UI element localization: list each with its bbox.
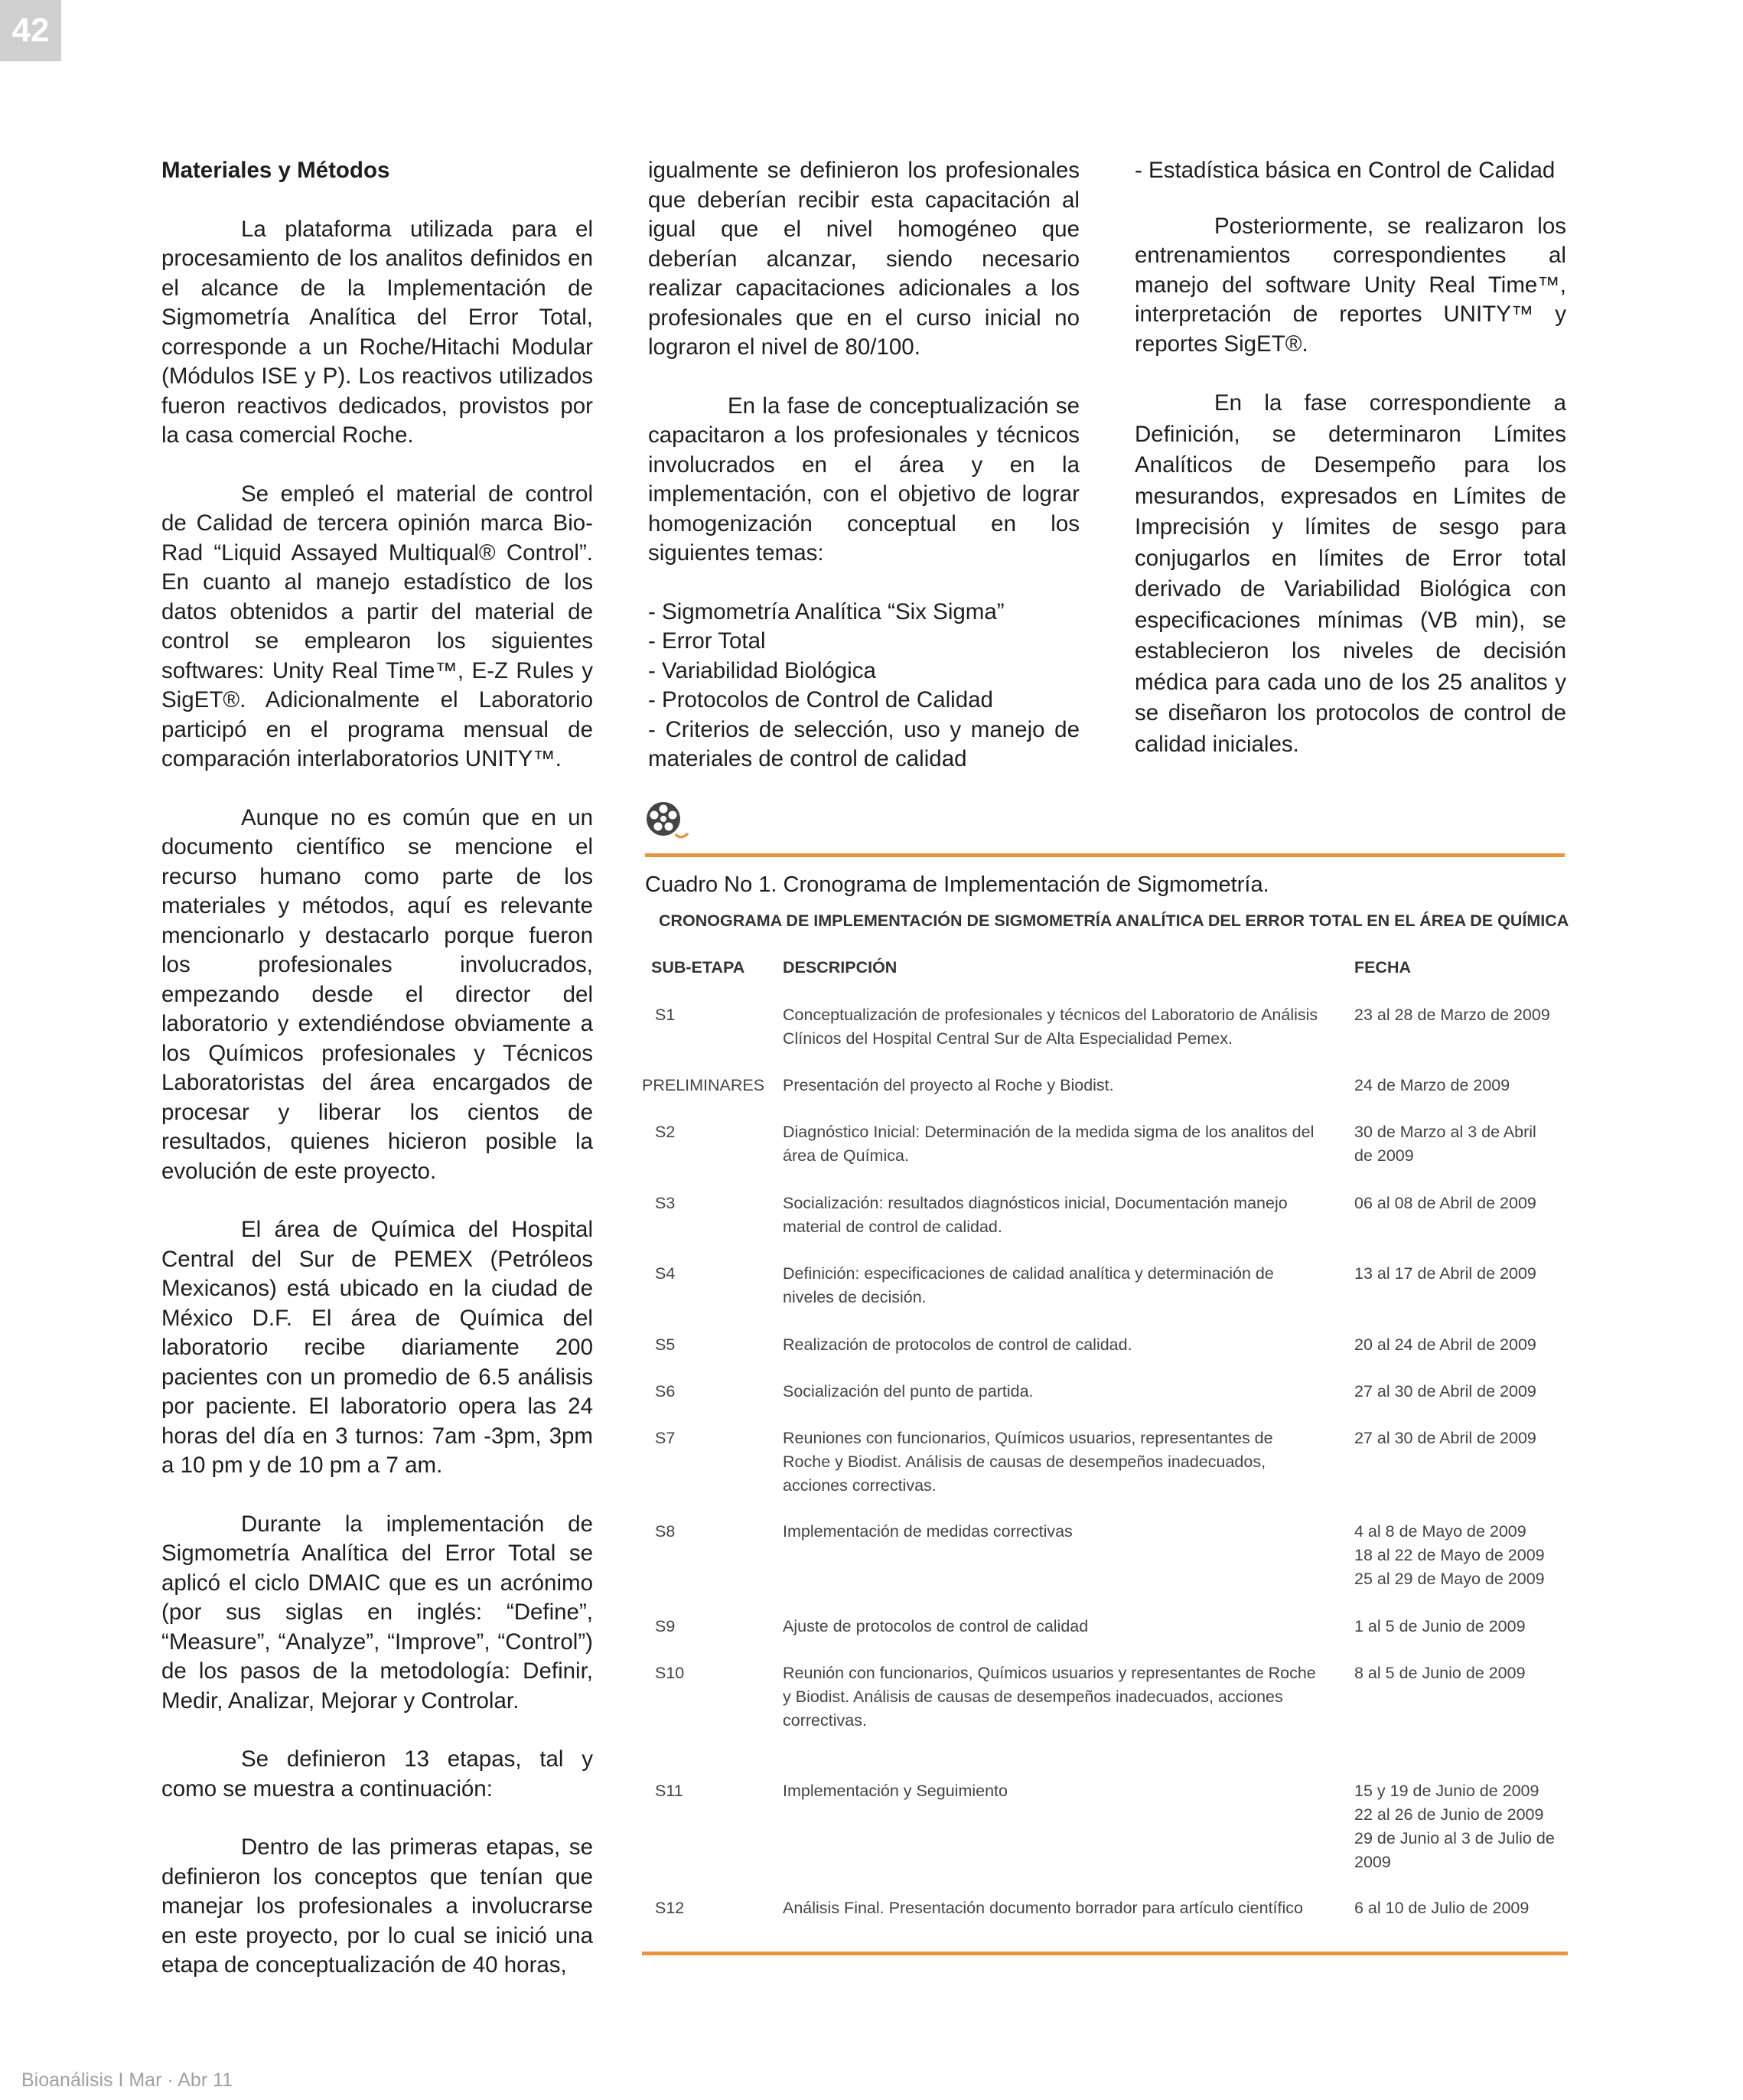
- paragraph: Durante la implementación de Sigmometría Analítica del Error Total se aplicó el ciclo DMAIC que es un acrónimo (por sus siglas en inglés: “Define”, “Measure”, “Analyze”, “Improve”, “Control”) de los pasos de la metodología: Definir, Medir, Analizar, Mejorar y Controlar.: [161, 1511, 593, 1714]
- paragraph: Aunque no es común que en un documento científico se mencione el recurso humano como parte de los materiales y métodos, aquí es relevante mencionarlo y destacarlo porque fueron los profesionales involucrados, empezando desde el director del laboratorio y extendiéndose obviamente a los Químicos profesionales y Técnicos Laboratoristas del área encargados de procesar y liberar los cientos de resultados, quienes hicieron posible la evolución de este proyecto.: [161, 804, 593, 1184]
- list-item: - Error Total: [648, 628, 766, 654]
- list-item: - Criterios de selección, uso y manejo de materiales de control de calidad: [648, 716, 1080, 771]
- date-line: 29 de Junio al 3 de Julio de 2009: [1354, 1829, 1555, 1871]
- column-3: [1135, 156, 1566, 760]
- table-cell-date: 06 al 08 de Abril de 2009: [1354, 1194, 1536, 1212]
- table-cell-description: Diagnóstico Inicial: Determinación de la medida sigma de los analitos del área de Química.: [783, 1123, 1315, 1165]
- table-cell-description: Implementación y Seguimiento: [783, 1782, 1008, 1800]
- table-cell-subetapa: S5: [655, 1335, 676, 1354]
- table-cell-subetapa: PRELIMINARES: [642, 1076, 765, 1094]
- date-line: 22 al 26 de Junio de 2009: [1354, 1805, 1544, 1824]
- table-cell-description: Realización de protocolos de control de calidad.: [783, 1335, 1132, 1354]
- page-number: 42: [0, 0, 61, 61]
- table-cell-subetapa: S7: [655, 1429, 676, 1447]
- list-item: - Protocolos de Control de Calidad: [648, 687, 993, 712]
- table-cell-subetapa: S1: [655, 1006, 676, 1024]
- film-reel-icon: [645, 801, 692, 840]
- table-cell-date: 23 al 28 de Marzo de 2009: [1354, 1006, 1550, 1024]
- table-cell-description: Conceptualización de profesionales y técnicos del Laboratorio de Análisis Clínicos del Hospital Central Sur de Alta Especialidad Pemex.: [783, 1006, 1318, 1048]
- column-header: SUB-ETAPA: [651, 958, 745, 977]
- table-cell-date: [1354, 1779, 1569, 1874]
- table-cell-date: 8 al 5 de Junio de 2009: [1354, 1664, 1526, 1682]
- table-cell-description: Presentación del proyecto al Roche y Biodist.: [783, 1076, 1114, 1094]
- column-2: [648, 156, 1080, 774]
- list-item: - Sigmometría Analítica “Six Sigma”: [648, 598, 1005, 624]
- table-cell-subetapa: S3: [655, 1194, 676, 1212]
- table-cell-description: Ajuste de protocolos de control de calidad: [783, 1617, 1089, 1635]
- column-header: DESCRIPCIÓN: [783, 958, 898, 977]
- table-cell-date: 30 de Marzo al 3 de Abril de 2009: [1354, 1123, 1536, 1165]
- paragraph: En la fase de conceptualización se capacitaron a los profesionales y técnicos involucrados en el área y en la implementación, con el objetivo de lograr homogenización conceptual en los siguientes temas:: [648, 393, 1080, 566]
- date-line: 15 y 19 de Junio de 2009: [1354, 1782, 1539, 1800]
- date-line: 4 al 8 de Mayo de 2009: [1354, 1522, 1526, 1541]
- paragraph: Se definieron 13 etapas, tal y como se muestra a continuación:: [161, 1746, 593, 1802]
- paragraph: Posteriormente, se realizaron los entrenamientos correspondientes al manejo del software Unity Real Time™, interpretación de reportes UNITY™ y reportes SigET®.: [1135, 213, 1566, 357]
- paragraph: El área de Química del Hospital Central del Sur de PEMEX (Petróleos Mexicanos) está ubicado en la ciudad de México D.F. El área de Química del laboratorio recibe diariamente 200 pacientes con un promedio de 6.5 análisis por paciente. El laboratorio opera las 24 horas del día en 3 turnos: 7am -3pm, 3pm a 10 pm y de 10 pm a 7 am.: [161, 1217, 593, 1478]
- paragraph: En la fase correspondiente a Definición, se determinaron Límites Analíticos de Desempeño para los mesurandos, expresados en Límites de Imprecisión y límites de sesgo para conjugarlos en límites de Error total derivado de Variabilidad Biológica con especificaciones mínimas (VB min), se establecieron los niveles de decisión médica para cada uno de los 25 analitos y se diseñaron los protocolos de control de calidad iniciales.: [1135, 390, 1566, 757]
- table-cell-description: Implementación de medidas correctivas: [783, 1522, 1073, 1541]
- table-cell-description: Reunión con funcionarios, Químicos usuarios y representantes de Roche y Biodist. Análisis de causas de desempeños inadecuados, acciones correctivas.: [783, 1664, 1316, 1730]
- table-cell-subetapa: S11: [655, 1782, 683, 1800]
- table-cell-date: [1354, 1520, 1569, 1591]
- list-item: - Variabilidad Biológica: [648, 657, 876, 683]
- page-footer: Bioanálisis I Mar · Abr 11: [21, 2069, 233, 2091]
- table-cell-date: 13 al 17 de Abril de 2009: [1354, 1264, 1536, 1283]
- table-cell-subetapa: S10: [655, 1664, 685, 1682]
- table-cell-description: Análisis Final. Presentación documento borrador para artículo científico: [783, 1899, 1303, 1917]
- date-line: 18 al 22 de Mayo de 2009: [1354, 1546, 1545, 1564]
- table-heading: CRONOGRAMA DE IMPLEMENTACIÓN DE SIGMOMETRÍA ANALÍTICA DEL ERROR TOTAL EN EL ÁREA DE QUÍMICA: [659, 911, 1569, 930]
- table-cell-description: Definición: especificaciones de calidad analítica y determinación de niveles de decisión.: [783, 1264, 1274, 1306]
- column-header: FECHA: [1354, 958, 1412, 977]
- paragraph: Dentro de las primeras etapas, se definieron los conceptos que tenían que manejar los profesionales a involucrarse en este proyecto, por lo cual se inició una etapa de conceptualización de 40 horas,: [161, 1834, 593, 1978]
- table-top-rule: [645, 853, 1565, 857]
- table-cell-subetapa: S6: [655, 1382, 676, 1401]
- paragraph: Se empleó el material de control de Calidad de tercera opinión marca Bio-Rad “Liquid Assayed Multiqual® Control”. En cuanto al manejo estadístico de los datos obtenidos a partir del material de control se emplearon los siguientes softwares: Unity Real Time™, E-Z Rules y SigET®. Adicionalmente el Laboratorio participó en el programa mensual de comparación interlaboratorios UNITY™.: [161, 481, 593, 771]
- list-item: - Estadística básica en Control de Calidad: [1135, 158, 1556, 183]
- topic-list: [648, 598, 1080, 774]
- table-caption: Cuadro No 1. Cronograma de Implementación de Sigmometría.: [645, 872, 1269, 897]
- table-cell-description: Socialización del punto de partida.: [783, 1382, 1034, 1401]
- table-cell-subetapa: S8: [655, 1522, 676, 1541]
- table-cell-description: Socialización: resultados diagnósticos inicial, Documentación manejo material de control de calidad.: [783, 1194, 1288, 1236]
- table-cell-date: 6 al 10 de Julio de 2009: [1354, 1899, 1530, 1917]
- table-cell-date: 20 al 24 de Abril de 2009: [1354, 1335, 1536, 1354]
- table-cell-description: Reuniones con funcionarios, Químicos usuarios, representantes de Roche y Biodist. Análisis de causas de desempeños inadecuados, acciones correctivas.: [783, 1429, 1273, 1495]
- paragraph: igualmente se definieron los profesionales que deberían recibir esta capacitación al igual que el nivel homogéneo que deberían alcanzar, siendo necesario realizar capacitaciones adicionales a los profesionales que en el curso inicial no lograron el nivel de 80/100.: [648, 158, 1080, 360]
- table-cell-date: 24 de Marzo de 2009: [1354, 1076, 1510, 1094]
- date-line: 25 al 29 de Mayo de 2009: [1354, 1570, 1545, 1588]
- table-cell-date: 1 al 5 de Junio de 2009: [1354, 1617, 1526, 1635]
- table-cell-date: 27 al 30 de Abril de 2009: [1354, 1382, 1536, 1401]
- table-cell-subetapa: S9: [655, 1617, 676, 1635]
- table-cell-subetapa: S12: [655, 1899, 685, 1917]
- table-bottom-rule: [642, 1952, 1568, 1955]
- table-cell-date: 27 al 30 de Abril de 2009: [1354, 1429, 1536, 1447]
- section-heading: Materiales y Métodos: [161, 158, 390, 183]
- table-cell-subetapa: S2: [655, 1123, 676, 1141]
- column-1: [161, 156, 593, 1981]
- table-cell-subetapa: S4: [655, 1264, 676, 1283]
- paragraph: La plataforma utilizada para el procesamiento de los analitos definidos en el alcance de la Implementación de Sigmometría Analítica del Error Total, corresponde a un Roche/Hitachi Modular (Módulos ISE y P). Los reactivos utilizados fueron reactivos dedicados, provistos por la casa comercial Roche.: [161, 216, 593, 448]
